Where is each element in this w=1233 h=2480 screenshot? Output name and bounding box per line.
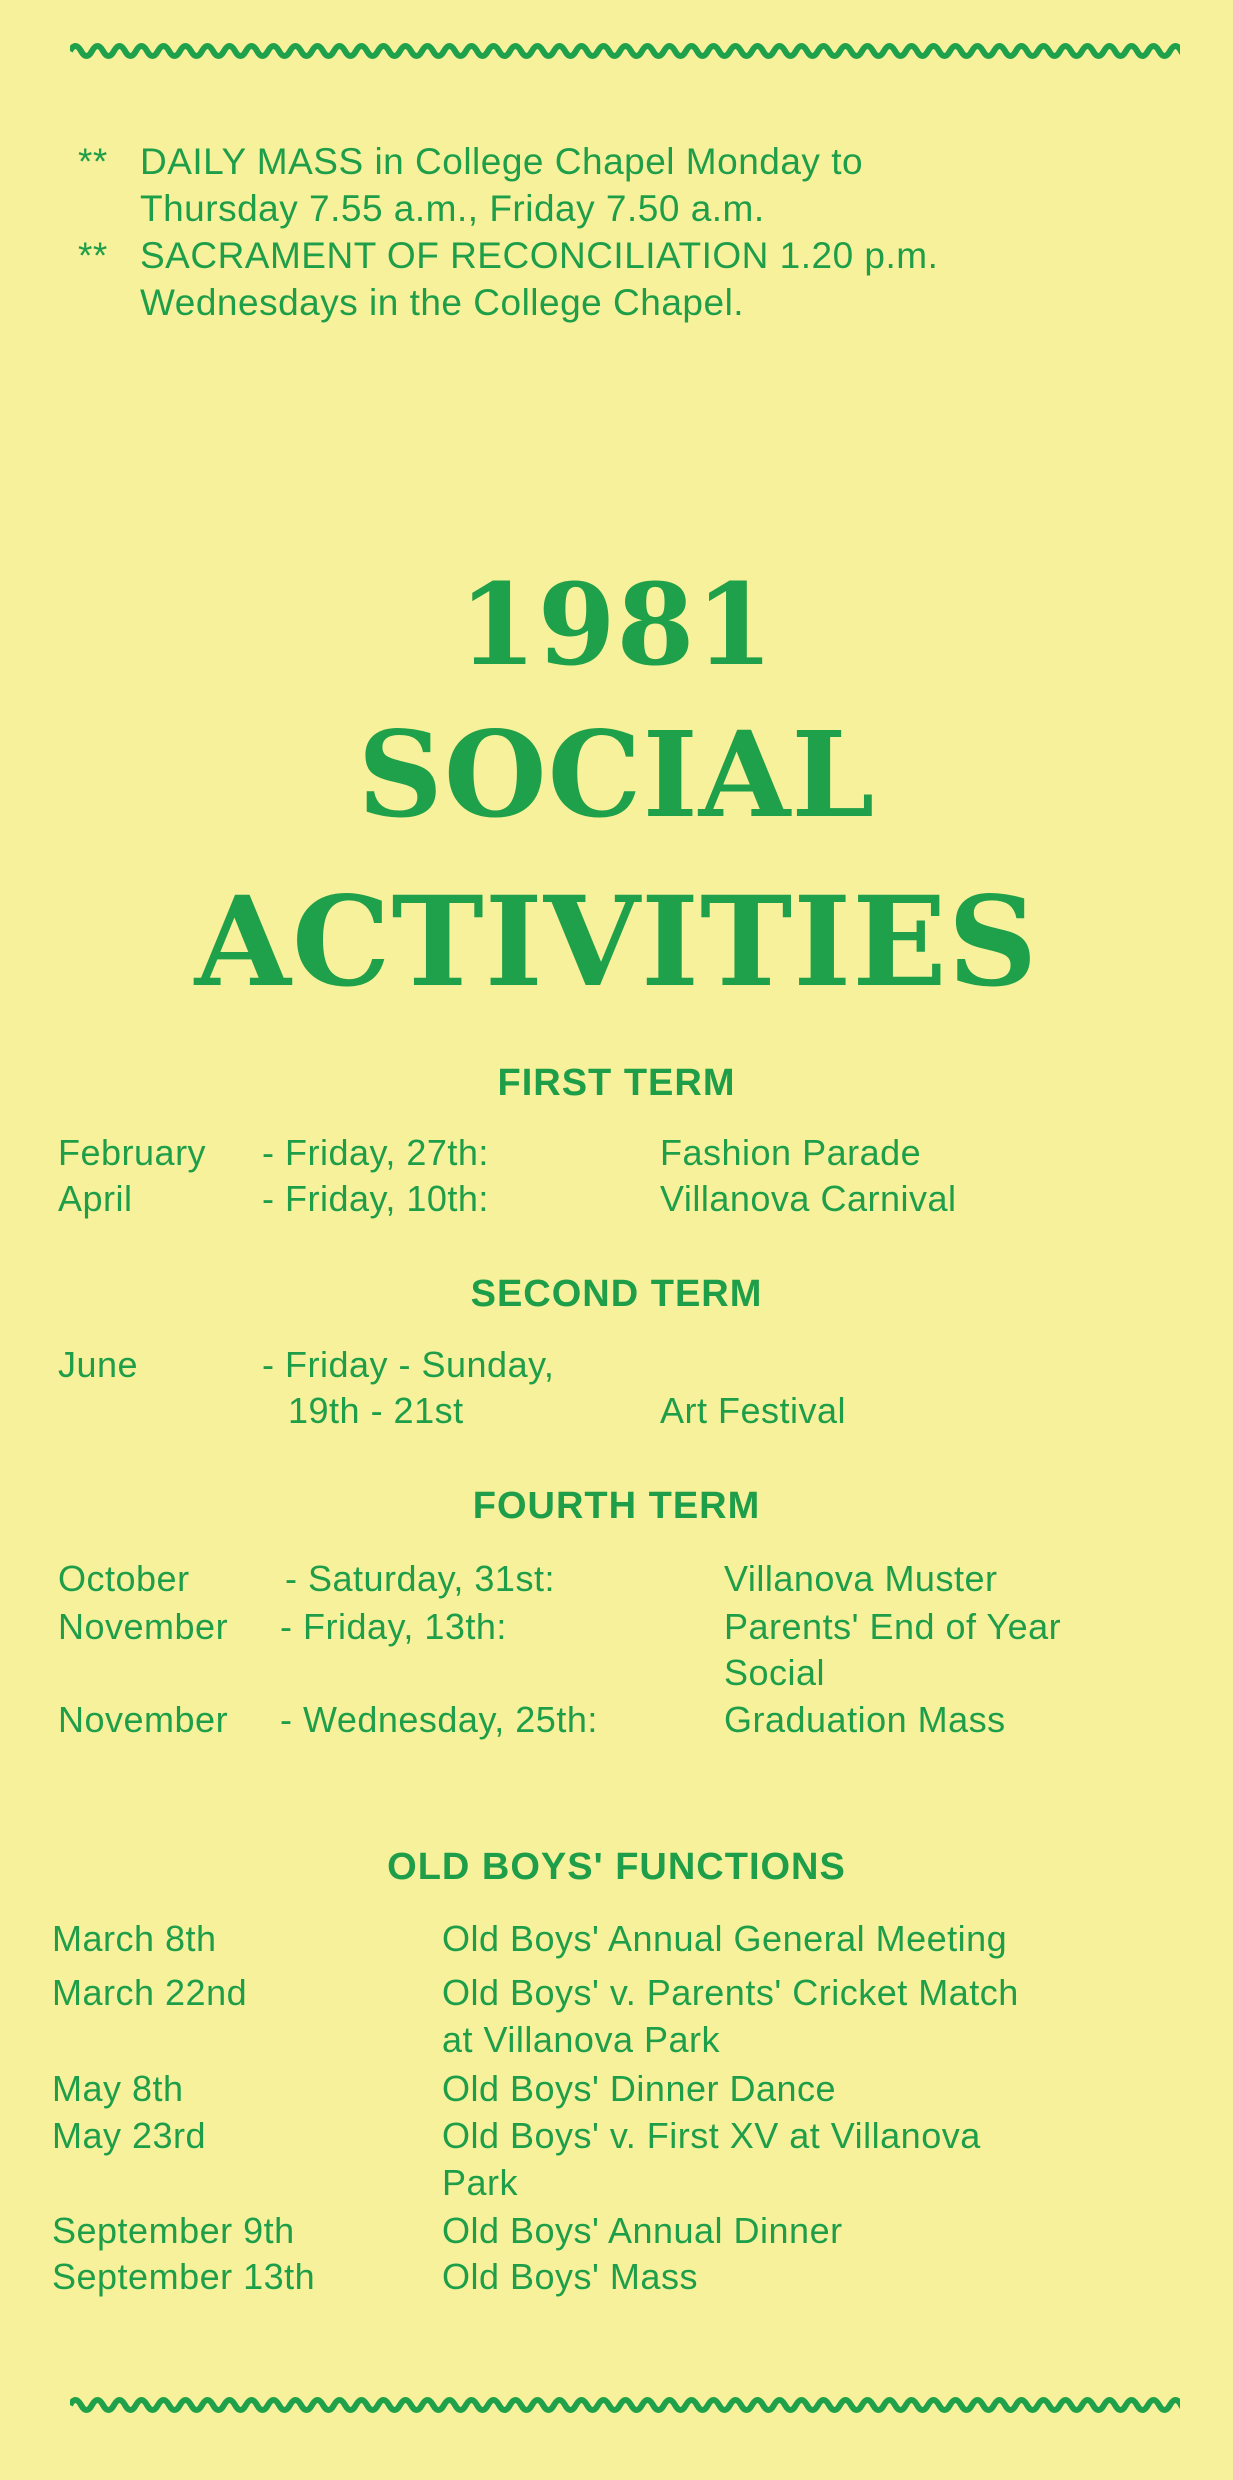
second-term-day: - Friday - Sunday, (262, 1344, 555, 1385)
fourth-term-month: November (58, 1699, 229, 1740)
fourth-term-event: Social (724, 1652, 826, 1693)
notice-line: DAILY MASS in College Chapel Monday to (140, 141, 864, 182)
first-term-heading: FIRST TERM (497, 1062, 736, 1104)
old-boys-date: September 13th (52, 2256, 316, 2297)
first-term-day: - Friday, 10th: (262, 1178, 489, 1219)
first-term-event: Villanova Carnival (660, 1178, 957, 1219)
second-term-day: 19th - 21st (288, 1390, 464, 1431)
title-social: SOCIAL (357, 705, 876, 844)
fourth-term-month: October (58, 1558, 190, 1599)
fourth-term-month: November (58, 1606, 229, 1647)
notice-line: SACRAMENT OF RECONCILIATION 1.20 p.m. (140, 235, 939, 276)
second-term-event: Art Festival (660, 1390, 847, 1431)
notices (78, 138, 1198, 326)
old-boys-date: March 8th (52, 1918, 217, 1959)
old-boys-heading: OLD BOYS' FUNCTIONS (387, 1846, 846, 1888)
notice-marker: ** (78, 235, 108, 276)
old-boys-event: Old Boys' Annual General Meeting (442, 1918, 1008, 1959)
notice-daily-mass (78, 138, 1198, 232)
old-boys-date: May 8th (52, 2068, 184, 2109)
old-boys-event: Old Boys' v. First XV at Villanova (442, 2115, 981, 2156)
old-boys-date: March 22nd (52, 1972, 248, 2013)
first-term-month: February (58, 1132, 207, 1173)
old-boys-date: May 23rd (52, 2115, 207, 2156)
fourth-term-day: - Wednesday, 25th: (280, 1699, 598, 1740)
fourth-term-event: Graduation Mass (724, 1699, 1006, 1740)
first-term-month: April (58, 1178, 133, 1219)
old-boys-date: September 9th (52, 2210, 295, 2251)
title-activities: ACTIVITIES (194, 870, 1039, 1015)
old-boys-event: at Villanova Park (442, 2019, 720, 2060)
first-term-event: Fashion Parade (660, 1132, 922, 1173)
notice-line: Thursday 7.55 a.m., Friday 7.50 a.m. (140, 188, 765, 229)
second-term-heading: SECOND TERM (470, 1273, 763, 1315)
notice-marker: ** (78, 141, 108, 182)
fourth-term-day: - Friday, 13th: (280, 1606, 507, 1647)
fourth-term-event: Villanova Muster (724, 1558, 998, 1599)
notice-reconciliation (78, 232, 1198, 326)
old-boys-event: Old Boys' Dinner Dance (442, 2068, 837, 2109)
old-boys-event: Old Boys' Annual Dinner (442, 2210, 843, 2251)
wavy-border-bottom (70, 2392, 1180, 2418)
first-term-day: - Friday, 27th: (262, 1132, 489, 1173)
title-year: 1981 (458, 560, 775, 691)
fourth-term-event: Parents' End of Year (724, 1606, 1062, 1647)
wavy-border-top (70, 38, 1180, 64)
old-boys-event: Park (442, 2162, 519, 2203)
fourth-term-heading: FOURTH TERM (472, 1485, 761, 1527)
second-term-month: June (58, 1344, 139, 1385)
old-boys-event: Old Boys' Mass (442, 2256, 698, 2297)
notice-line: Wednesdays in the College Chapel. (140, 282, 745, 323)
old-boys-event: Old Boys' v. Parents' Cricket Match (442, 1972, 1019, 2013)
fourth-term-day: - Saturday, 31st: (285, 1558, 555, 1599)
